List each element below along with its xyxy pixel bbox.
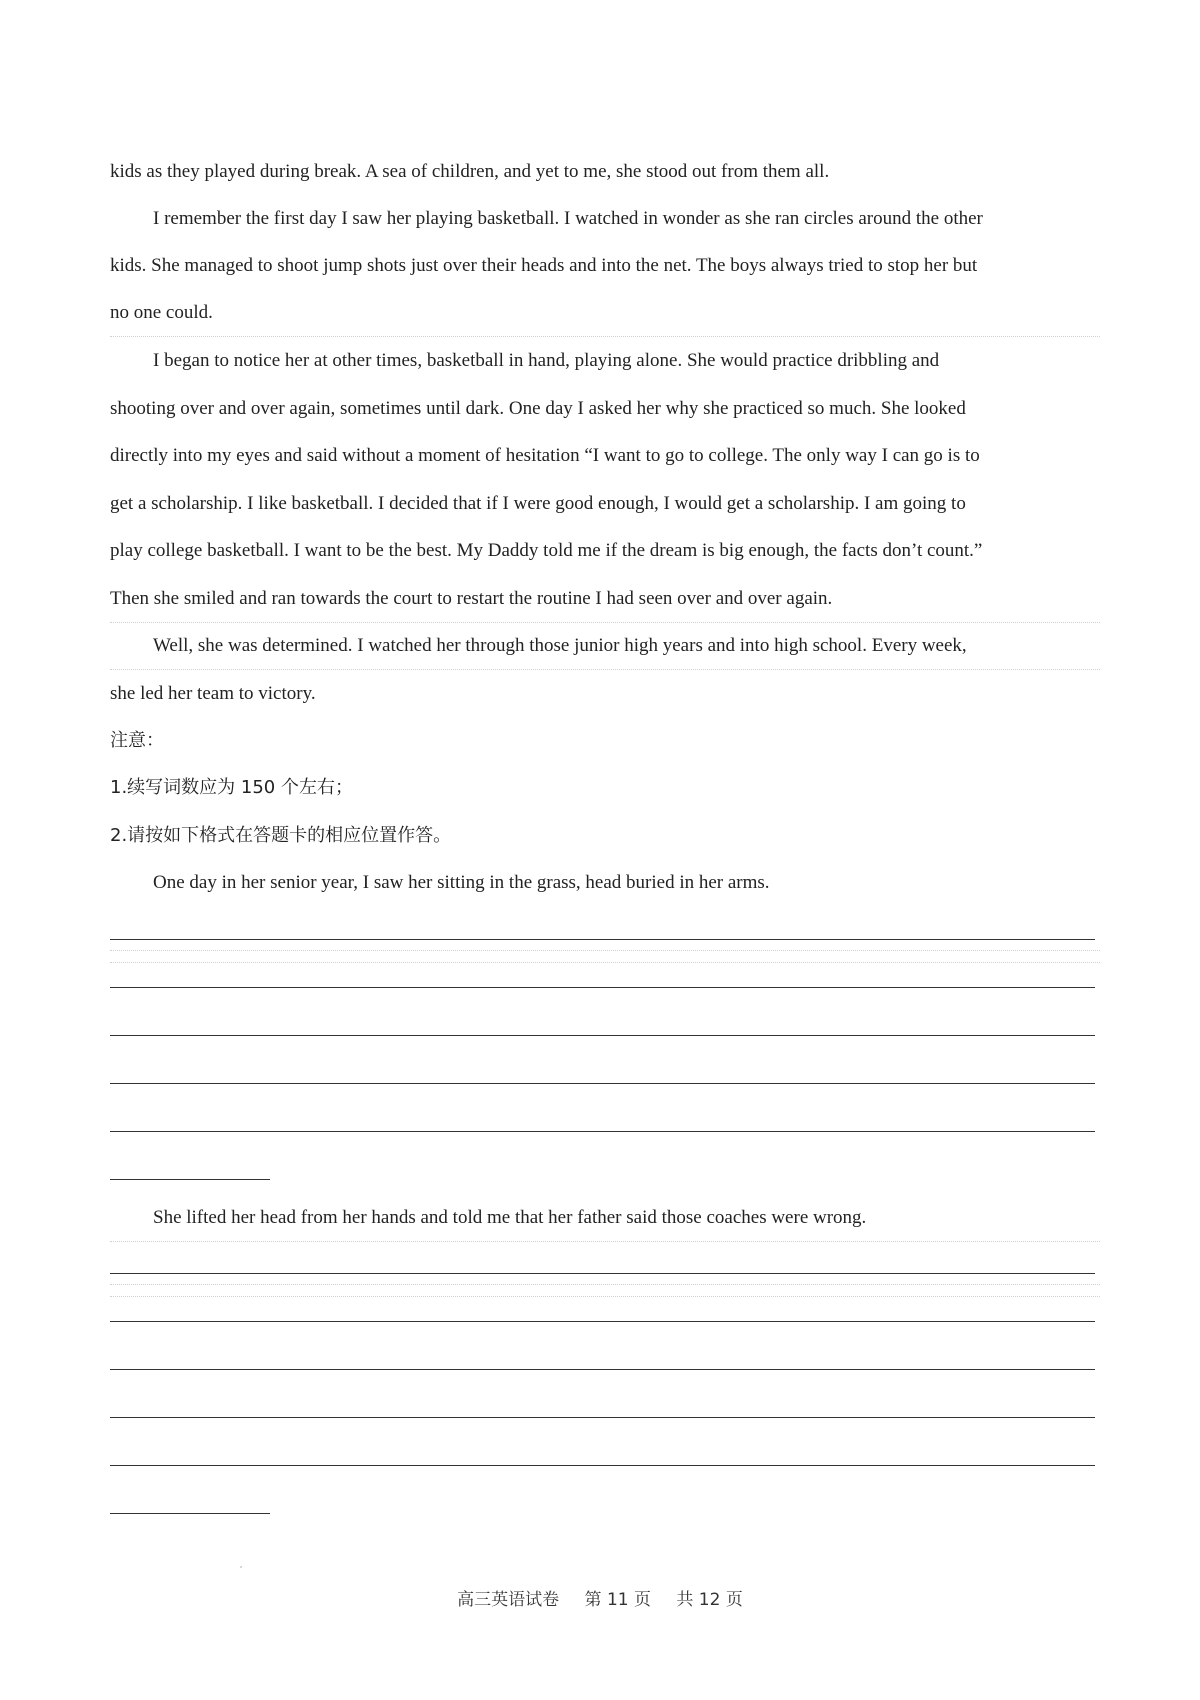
answer-line[interactable]	[110, 1465, 1095, 1466]
faint-dotted-rule	[110, 622, 1100, 623]
answer-line-short[interactable]	[110, 1179, 270, 1180]
passage-line: she led her team to victory.	[110, 683, 316, 704]
faint-dotted-rule	[110, 950, 1100, 951]
passage-line: kids as they played during break. A sea of children, and yet to me, she stood out from them all.	[110, 161, 830, 182]
continuation-prompt-1: One day in her senior year, I saw her sitting in the grass, head buried in her arms.	[153, 872, 770, 893]
page-footer	[0, 1585, 1200, 1610]
passage-line: I began to notice her at other times, basketball in hand, playing alone. She would practice dribbling and	[153, 350, 940, 371]
passage-line: shooting over and over again, sometimes until dark. One day I asked her why she practiced so much. She looked	[110, 398, 966, 419]
faint-dotted-rule	[110, 1284, 1100, 1285]
answer-line[interactable]	[110, 1083, 1095, 1084]
answer-line[interactable]	[110, 1131, 1095, 1132]
passage-line: Then she smiled and ran towards the court to restart the routine I had seen over and over again.	[110, 588, 833, 609]
note-item: 1.续写词数应为 150 个左右；	[110, 777, 353, 798]
scan-speck	[240, 1566, 242, 1568]
answer-line[interactable]	[110, 1273, 1095, 1274]
passage-line: kids. She managed to shoot jump shots just over their heads and into the net. The boys always tried to stop her but	[110, 255, 978, 276]
answer-line-short[interactable]	[110, 1513, 270, 1514]
notes-heading: 注意：	[110, 730, 164, 751]
answer-line[interactable]	[110, 1417, 1095, 1418]
faint-dotted-rule	[110, 669, 1100, 670]
answer-line[interactable]	[110, 1321, 1095, 1322]
passage-line: I remember the first day I saw her playing basketball. I watched in wonder as she ran circles around the other	[153, 208, 983, 229]
passage-line: get a scholarship. I like basketball. I decided that if I were good enough, I would get a scholarship. I am going to	[110, 493, 966, 514]
faint-dotted-rule	[110, 962, 1100, 963]
continuation-prompt-2: She lifted her head from her hands and told me that her father said those coaches were wrong.	[153, 1207, 867, 1228]
faint-dotted-rule	[110, 1296, 1100, 1297]
faint-dotted-rule	[110, 1241, 1100, 1242]
passage-line: directly into my eyes and said without a moment of hesitation “I want to go to college. The only way I can go is to	[110, 445, 980, 466]
faint-dotted-rule	[110, 336, 1100, 337]
answer-line[interactable]	[110, 939, 1095, 940]
page-current: 第 11 页	[584, 1590, 651, 1610]
passage-line: Well, she was determined. I watched her through those junior high years and into high school. Every week,	[153, 635, 967, 656]
note-item: 2.请按如下格式在答题卡的相应位置作答。	[110, 825, 452, 846]
answer-line[interactable]	[110, 1369, 1095, 1370]
page-total: 共 12 页	[676, 1590, 743, 1610]
answer-line[interactable]	[110, 987, 1095, 988]
passage-line: play college basketball. I want to be the best. My Daddy told me if the dream is big enough, the facts don’t count.”	[110, 540, 983, 561]
passage-line: no one could.	[110, 302, 213, 323]
answer-line[interactable]	[110, 1035, 1095, 1036]
exam-name: 高三英语试卷	[457, 1590, 560, 1610]
